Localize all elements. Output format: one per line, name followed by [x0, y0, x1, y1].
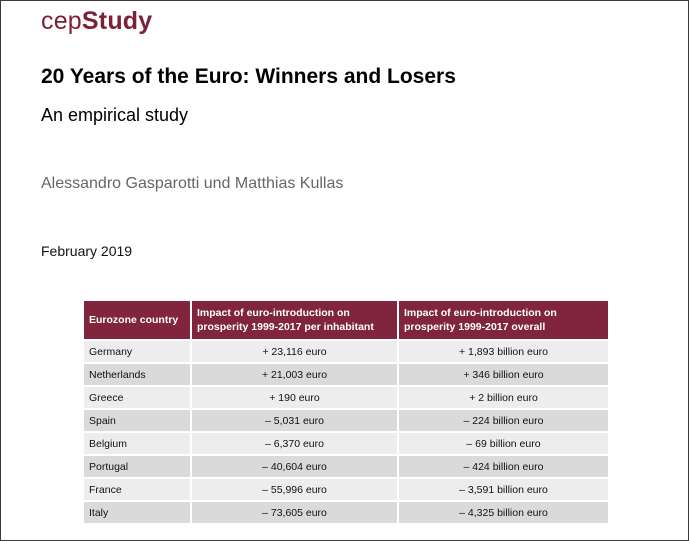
table-row: [84, 478, 608, 501]
cell-per-inhabitant: – 5,031 euro: [191, 409, 398, 432]
cell-country: Spain: [84, 409, 191, 432]
table-row: [84, 340, 608, 363]
cell-overall: – 69 billion euro: [398, 432, 608, 455]
table-row: [84, 363, 608, 386]
cell-overall: + 1,893 billion euro: [398, 340, 608, 363]
cell-country: France: [84, 478, 191, 501]
cell-per-inhabitant: – 40,604 euro: [191, 455, 398, 478]
table-row: [84, 432, 608, 455]
logo-suffix: Study: [81, 7, 153, 35]
results-table: [84, 301, 608, 523]
cell-per-inhabitant: – 6,370 euro: [191, 432, 398, 455]
table-row: [84, 501, 608, 523]
publication-date: February 2019: [41, 243, 133, 259]
header-per-inhabitant: Impact of euro-introduction on prosperity 1999-2017 per inhabitant: [191, 301, 398, 340]
cell-per-inhabitant: + 190 euro: [191, 386, 398, 409]
cell-country: Portugal: [84, 455, 191, 478]
cell-per-inhabitant: – 73,605 euro: [191, 501, 398, 523]
cell-country: Belgium: [84, 432, 191, 455]
logo-prefix: cep: [41, 7, 82, 35]
header-country: Eurozone country: [84, 301, 191, 340]
header-overall: Impact of euro-introduction on prosperity 1999-2017 overall: [398, 301, 608, 340]
table-header-row: [84, 301, 608, 340]
cell-country: Italy: [84, 501, 191, 523]
cell-overall: – 424 billion euro: [398, 455, 608, 478]
table-row: [84, 455, 608, 478]
table-row: [84, 409, 608, 432]
cell-overall: + 346 billion euro: [398, 363, 608, 386]
cell-country: Netherlands: [84, 363, 191, 386]
cell-overall: + 2 billion euro: [398, 386, 608, 409]
document-title: 20 Years of the Euro: Winners and Losers: [41, 65, 456, 88]
cell-overall: – 4,325 billion euro: [398, 501, 608, 523]
cell-per-inhabitant: + 21,003 euro: [191, 363, 398, 386]
cell-country: Germany: [84, 340, 191, 363]
authors: Alessandro Gasparotti und Matthias Kullas: [41, 175, 344, 192]
cell-overall: – 3,591 billion euro: [398, 478, 608, 501]
cell-country: Greece: [84, 386, 191, 409]
cell-per-inhabitant: – 55,996 euro: [191, 478, 398, 501]
cepstudy-logo: [41, 7, 152, 36]
document-subtitle: An empirical study: [41, 105, 189, 125]
table-row: [84, 386, 608, 409]
cell-per-inhabitant: + 23,116 euro: [191, 340, 398, 363]
cell-overall: – 224 billion euro: [398, 409, 608, 432]
